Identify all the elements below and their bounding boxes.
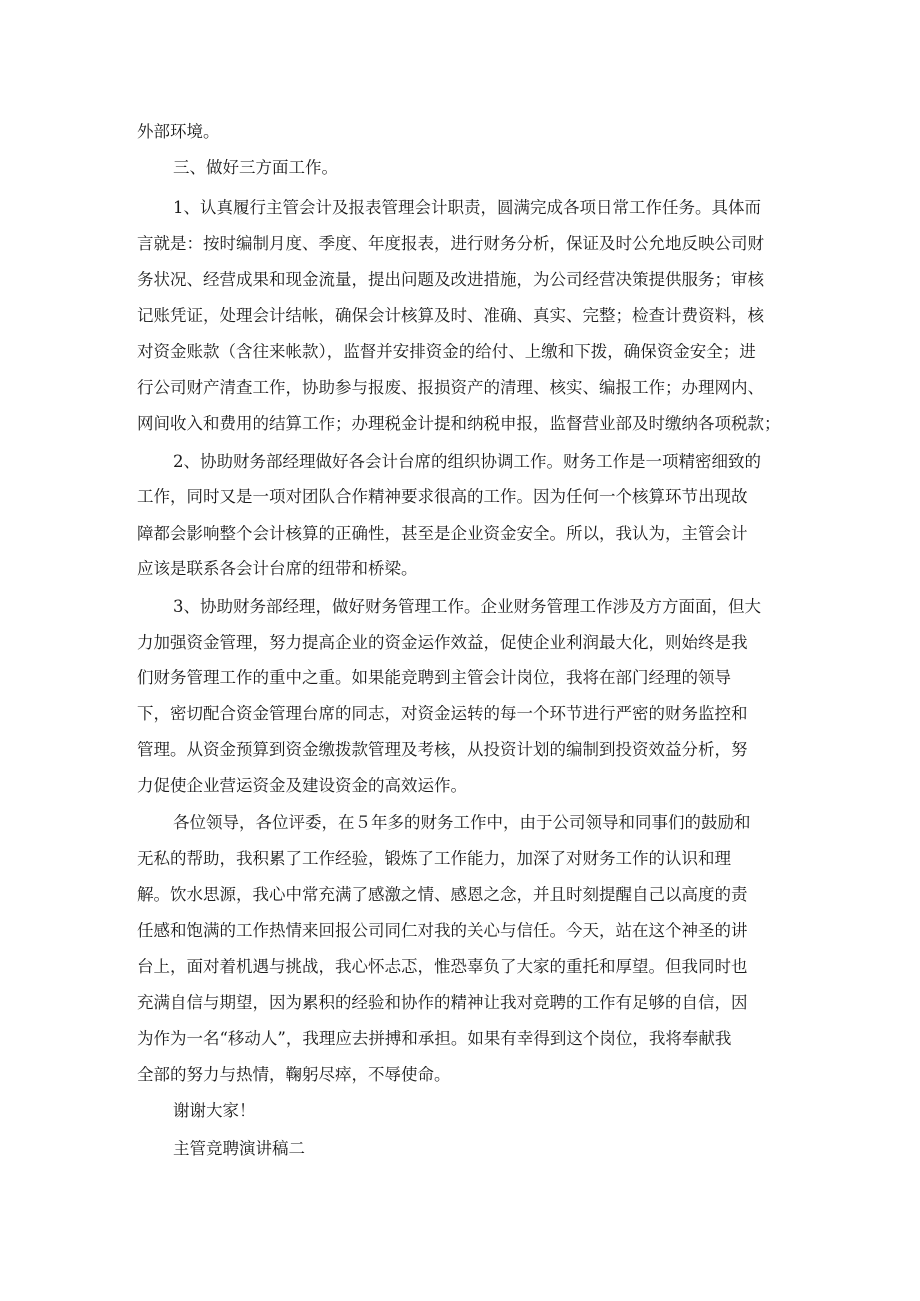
text-line-5: 务状况、经营成果和现金流量，提出问题及改进措施，为公司经营决策提供服务；审核 bbox=[137, 270, 764, 289]
text-line-26: 为作为一名“移动人”，我理应去拼搏和承担。如果有幸得到这个岗位，我将奉献我 bbox=[137, 1029, 732, 1048]
text-line-6: 记账凭证，处理会计结帐，确保会计核算及时、准确、真实、完整；检查计费资料，核 bbox=[137, 306, 764, 325]
text-line-23: 任感和饱满的工作热情来回报公司同仁对我的关心与信任。今天，站在这个神圣的讲 bbox=[137, 921, 748, 940]
text-line-12: 障都会影响整个会计核算的正确性，甚至是企业资金安全。所以，我认为，主管会计 bbox=[137, 524, 748, 543]
closing-thanks: 谢谢大家！ bbox=[173, 1101, 256, 1120]
text-line-18: 管理。从资金预算到资金缴拨款管理及考核，从投资计划的编制到投资效益分析，努 bbox=[137, 740, 748, 759]
text-line-14: 3、协助财务部经理，做好财务管理工作。企业财务管理工作涉及方方面面，但大 bbox=[173, 597, 761, 616]
text-line-20: 各位领导，各位评委，在５年多的财务工作中，由于公司领导和同事们的鼓励和 bbox=[173, 813, 751, 832]
text-line-8: 行公司财产清查工作，协助参与报废、报损资产的清理、核实、编报工作；办理网内、 bbox=[137, 378, 764, 397]
text-line-25: 充满自信与期望，因为累积的经验和协作的精神让我对竞聘的工作有足够的自信，因 bbox=[137, 993, 748, 1012]
text-line-22: 解。饮水思源，我心中常充满了感激之情、感恩之念，并且时刻提醒自己以高度的责 bbox=[137, 885, 748, 904]
text-line-16: 们财务管理工作的重中之重。如果能竞聘到主管会计岗位，我将在部门经理的领导 bbox=[137, 668, 731, 687]
next-section-title: 主管竞聘演讲稿二 bbox=[173, 1139, 305, 1158]
text-line-19: 力促使企业营运资金及建设资金的高效运作。 bbox=[137, 776, 467, 795]
section-heading-three: 三、做好三方面工作。 bbox=[173, 158, 338, 177]
text-line-21: 无私的帮助，我积累了工作经验，锻炼了工作能力，加深了对财务工作的认识和理 bbox=[137, 849, 731, 868]
text-line-24: 台上，面对着机遇与挑战，我心怀忐忑，惟恐辜负了大家的重托和厚望。但我同时也 bbox=[137, 957, 748, 976]
text-line-15: 力加强资金管理，努力提高企业的资金运作效益，促使企业利润最大化，则始终是我 bbox=[137, 633, 748, 652]
text-line-3: 1、认真履行主管会计及报表管理会计职责，圆满完成各项日常工作任务。具体而 bbox=[173, 198, 761, 217]
text-line-1: 外部环境。 bbox=[137, 122, 220, 141]
text-line-10: 2、协助财务部经理做好各会计台席的组织协调工作。财务工作是一项精密细致的 bbox=[173, 452, 761, 471]
text-line-9: 网间收入和费用的结算工作；办理税金计提和纳税申报，监督营业部及时缴纳各项税款； bbox=[137, 414, 781, 433]
text-line-7: 对资金账款（含往来帐款），监督并安排资金的给付、上缴和下拨，确保资金安全；进 bbox=[137, 342, 756, 361]
text-line-13: 应该是联系各会计台席的纽带和桥梁。 bbox=[137, 559, 418, 578]
text-line-17: 下，密切配合资金管理台席的同志，对资金运转的每一个环节进行严密的财务监控和 bbox=[137, 704, 748, 723]
text-line-27: 全部的努力与热情，鞠躬尽瘁，不辱使命。 bbox=[137, 1065, 451, 1084]
text-line-4: 言就是：按时编制月度、季度、年度报表，进行财务分析，保证及时公允地反映公司财 bbox=[137, 234, 764, 253]
text-line-11: 工作，同时又是一项对团队合作精神要求很高的工作。因为任何一个核算环节出现故 bbox=[137, 487, 748, 506]
